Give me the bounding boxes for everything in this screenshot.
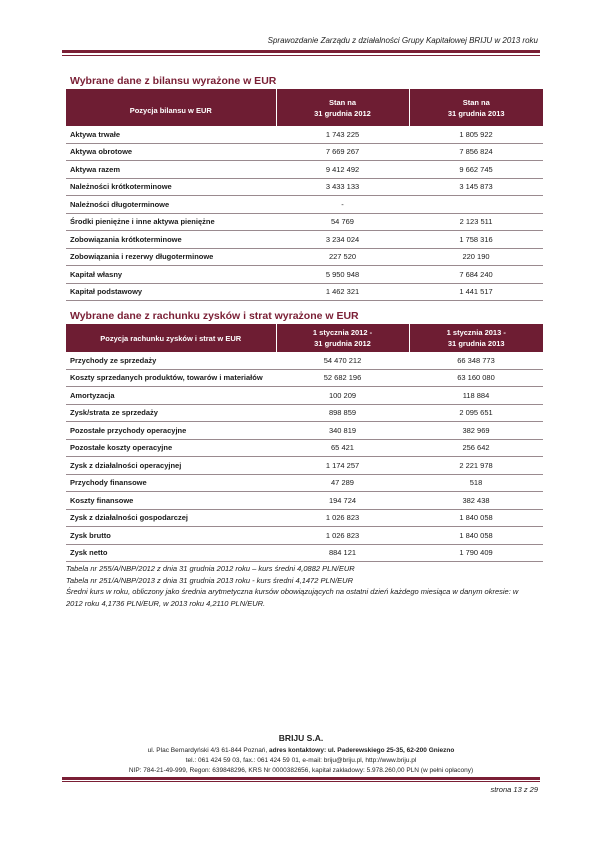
note-line: Średni kurs w roku, obliczony jako średnia arytmetyczna kursów obowiązujących na ostatni dzień każdego miesiąca w danym okresie: w 2012 roku 4,1736 PLN/EUR, w 2013 roku 4,2110 PLN/EUR. [66, 587, 519, 608]
balance-value-2012: 1 743 225 [276, 126, 409, 143]
balance-row-label: Należności długoterminowe [66, 196, 276, 214]
footer-rule-thin [62, 781, 540, 782]
income-table-row [66, 404, 543, 422]
footer-registry: NIP: 784-21-49-999, Regon: 639848296, KRS Nr 0000382656, kapitał zakładowy: 5.978.260,00 PLN (w pełni opłacony) [128, 767, 474, 774]
income-value-2013: 518 [409, 474, 543, 492]
income-row-label: Przychody finansowe [66, 474, 276, 492]
income-table-row [66, 474, 543, 492]
income-col-2013-line1: 1 stycznia 2013 - [446, 328, 506, 337]
balance-value-2013: 220 190 [409, 248, 543, 266]
footer-company-name [62, 733, 540, 743]
balance-section-title: Wybrane dane z bilansu wyrażone w EUR [70, 75, 277, 87]
income-col-2012-line1: 1 stycznia 2012 - [312, 328, 373, 337]
footer-address-registered: ul. Plac Bernardyński 4/3 61-844 Poznań, [147, 747, 270, 754]
footer-address [62, 747, 540, 754]
balance-value-2013: 9 662 745 [409, 161, 543, 179]
balance-col-2013-line1: Stan na [462, 97, 490, 107]
income-value-2012: 1 174 257 [276, 457, 409, 475]
balance-col-2012-line2: 31 grudnia 2012 [314, 108, 371, 118]
income-table [66, 324, 543, 562]
balance-table-row [66, 213, 543, 231]
income-col-2012-line2: 31 grudnia 2012 [314, 339, 371, 348]
income-row-label: Zysk z działalności gospodarczej [66, 509, 276, 527]
balance-table-row [66, 161, 543, 179]
header-rule-thick [62, 50, 540, 53]
income-value-2012: 100 209 [276, 387, 409, 405]
balance-table [66, 89, 543, 301]
income-value-2012: 340 819 [276, 422, 409, 440]
income-row-label: Koszty finansowe [66, 492, 276, 510]
balance-row-label: Aktywa trwałe [66, 126, 276, 143]
income-row-label: Zysk netto [66, 544, 276, 562]
balance-table-row [66, 143, 543, 161]
footer-address-contact: adres kontaktowy: ul. Paderewskiego 25-35, 62-200 Gniezno [269, 747, 455, 754]
income-value-2012: 1 026 823 [276, 509, 409, 527]
income-table-row [66, 457, 543, 475]
income-row-label: Pozostałe koszty operacyjne [66, 439, 276, 457]
note-line: Tabela nr 255/A/NBP/2012 z dnia 31 grudnia 2012 roku – kurs średni 4,0882 PLN/EUR [66, 564, 355, 573]
income-value-2013: 2 221 978 [409, 457, 543, 475]
income-value-2013: 1 840 058 [409, 527, 543, 545]
income-col-2013-header [409, 324, 543, 352]
balance-value-2013: 7 856 824 [409, 143, 543, 161]
income-table-row [66, 369, 543, 387]
balance-table-row [66, 126, 543, 143]
balance-col-position-header: Pozycja bilansu w EUR [66, 89, 276, 126]
income-value-2013: 118 884 [409, 387, 543, 405]
income-row-label: Koszty sprzedanych produktów, towarów i materiałów [66, 369, 276, 387]
balance-value-2012: 54 769 [276, 213, 409, 231]
income-value-2012: 65 421 [276, 439, 409, 457]
income-table-row [66, 387, 543, 405]
note-line: Tabela nr 251/A/NBP/2013 z dnia 31 grudnia 2013 roku - kurs średni 4,1472 PLN/EUR [66, 575, 353, 585]
balance-value-2012: 227 520 [276, 248, 409, 266]
income-value-2012: 1 026 823 [276, 527, 409, 545]
income-row-label: Zysk z działalności operacyjnej [66, 457, 276, 475]
income-table-row [66, 527, 543, 545]
income-col-2012-header [276, 324, 409, 352]
income-table-row [66, 422, 543, 440]
balance-table-header-row [66, 89, 543, 126]
balance-table-row [66, 178, 543, 196]
balance-value-2012: 1 462 321 [276, 283, 409, 301]
page-number: strona 13 z 29 [490, 785, 538, 794]
balance-value-2013: 1 758 316 [409, 231, 543, 249]
balance-value-2013: 7 684 240 [409, 266, 543, 284]
balance-value-2012: 3 433 133 [276, 178, 409, 196]
balance-col-2013-line2: 31 grudnia 2013 [447, 108, 505, 118]
income-section-title: Wybrane dane z rachunku zysków i strat wyrażone w EUR [70, 310, 359, 322]
income-table-row [66, 544, 543, 562]
income-table-row [66, 439, 543, 457]
balance-value-2013: 3 145 873 [409, 178, 543, 196]
balance-table-row [66, 248, 543, 266]
balance-value-2013 [409, 196, 543, 214]
income-col-2013-line2: 31 grudnia 2013 [447, 339, 505, 348]
balance-col-2012-header [276, 89, 409, 126]
income-value-2012: 884 121 [276, 544, 409, 562]
balance-col-2013-header [409, 89, 543, 126]
income-row-label: Amortyzacja [66, 387, 276, 405]
income-table-header-row [66, 324, 543, 352]
balance-col-2012-line1: Stan na [328, 97, 357, 107]
income-row-label: Zysk/strata ze sprzedaży [66, 404, 276, 422]
balance-value-2012: - [276, 196, 409, 214]
balance-table-row [66, 231, 543, 249]
footer-contact: tel.: 061 424 59 03, fax.: 061 424 59 01, e-mail: briju@briju.pl, http://www.briju.pl [185, 757, 417, 764]
income-value-2013: 256 642 [409, 439, 543, 457]
balance-row-label: Kapitał własny [66, 266, 276, 284]
balance-row-label: Zobowiązania i rezerwy długoterminowe [66, 248, 276, 266]
income-value-2013: 1 840 058 [409, 509, 543, 527]
income-table-row [66, 352, 543, 369]
footer-rule-thick [62, 777, 540, 780]
income-value-2013: 63 160 080 [409, 369, 543, 387]
income-value-2012: 898 859 [276, 404, 409, 422]
balance-table-body [66, 126, 543, 301]
income-value-2013: 1 790 409 [409, 544, 543, 562]
exchange-rate-notes [66, 563, 536, 609]
income-value-2012: 54 470 212 [276, 352, 409, 369]
balance-value-2012: 3 234 024 [276, 231, 409, 249]
income-row-label: Przychody ze sprzedaży [66, 352, 276, 369]
balance-value-2012: 7 669 267 [276, 143, 409, 161]
balance-value-2013: 2 123 511 [409, 213, 543, 231]
balance-row-label: Zobowiązania krótkoterminowe [66, 231, 276, 249]
income-row-label: Zysk brutto [66, 527, 276, 545]
income-table-row [66, 492, 543, 510]
document-header-title: Sprawozdanie Zarządu z działalności Grupy Kapitałowej BRIJU w 2013 roku [267, 36, 538, 45]
balance-row-label: Należności krótkoterminowe [66, 178, 276, 196]
income-value-2012: 52 682 196 [276, 369, 409, 387]
balance-row-label: Środki pieniężne i inne aktywa pieniężne [66, 213, 276, 231]
income-value-2013: 2 095 651 [409, 404, 543, 422]
balance-value-2012: 9 412 492 [276, 161, 409, 179]
balance-table-row [66, 283, 543, 301]
income-value-2012: 194 724 [276, 492, 409, 510]
balance-table-row [66, 266, 543, 284]
income-value-2013: 382 438 [409, 492, 543, 510]
income-value-2012: 47 289 [276, 474, 409, 492]
balance-value-2012: 5 950 948 [276, 266, 409, 284]
income-value-2013: 66 348 773 [409, 352, 543, 369]
balance-value-2013: 1 441 517 [409, 283, 543, 301]
balance-value-2013: 1 805 922 [409, 126, 543, 143]
income-value-2013: 382 969 [409, 422, 543, 440]
company-name: BRIJU S.A. [278, 733, 324, 743]
balance-row-label: Aktywa razem [66, 161, 276, 179]
income-col-position-header: Pozycja rachunku zysków i strat w EUR [66, 324, 276, 352]
header-rule-thin [62, 55, 540, 56]
income-table-row [66, 509, 543, 527]
income-row-label: Pozostałe przychody operacyjne [66, 422, 276, 440]
income-table-body [66, 352, 543, 562]
balance-row-label: Kapitał podstawowy [66, 283, 276, 301]
balance-table-row [66, 196, 543, 214]
balance-row-label: Aktywa obrotowe [66, 143, 276, 161]
